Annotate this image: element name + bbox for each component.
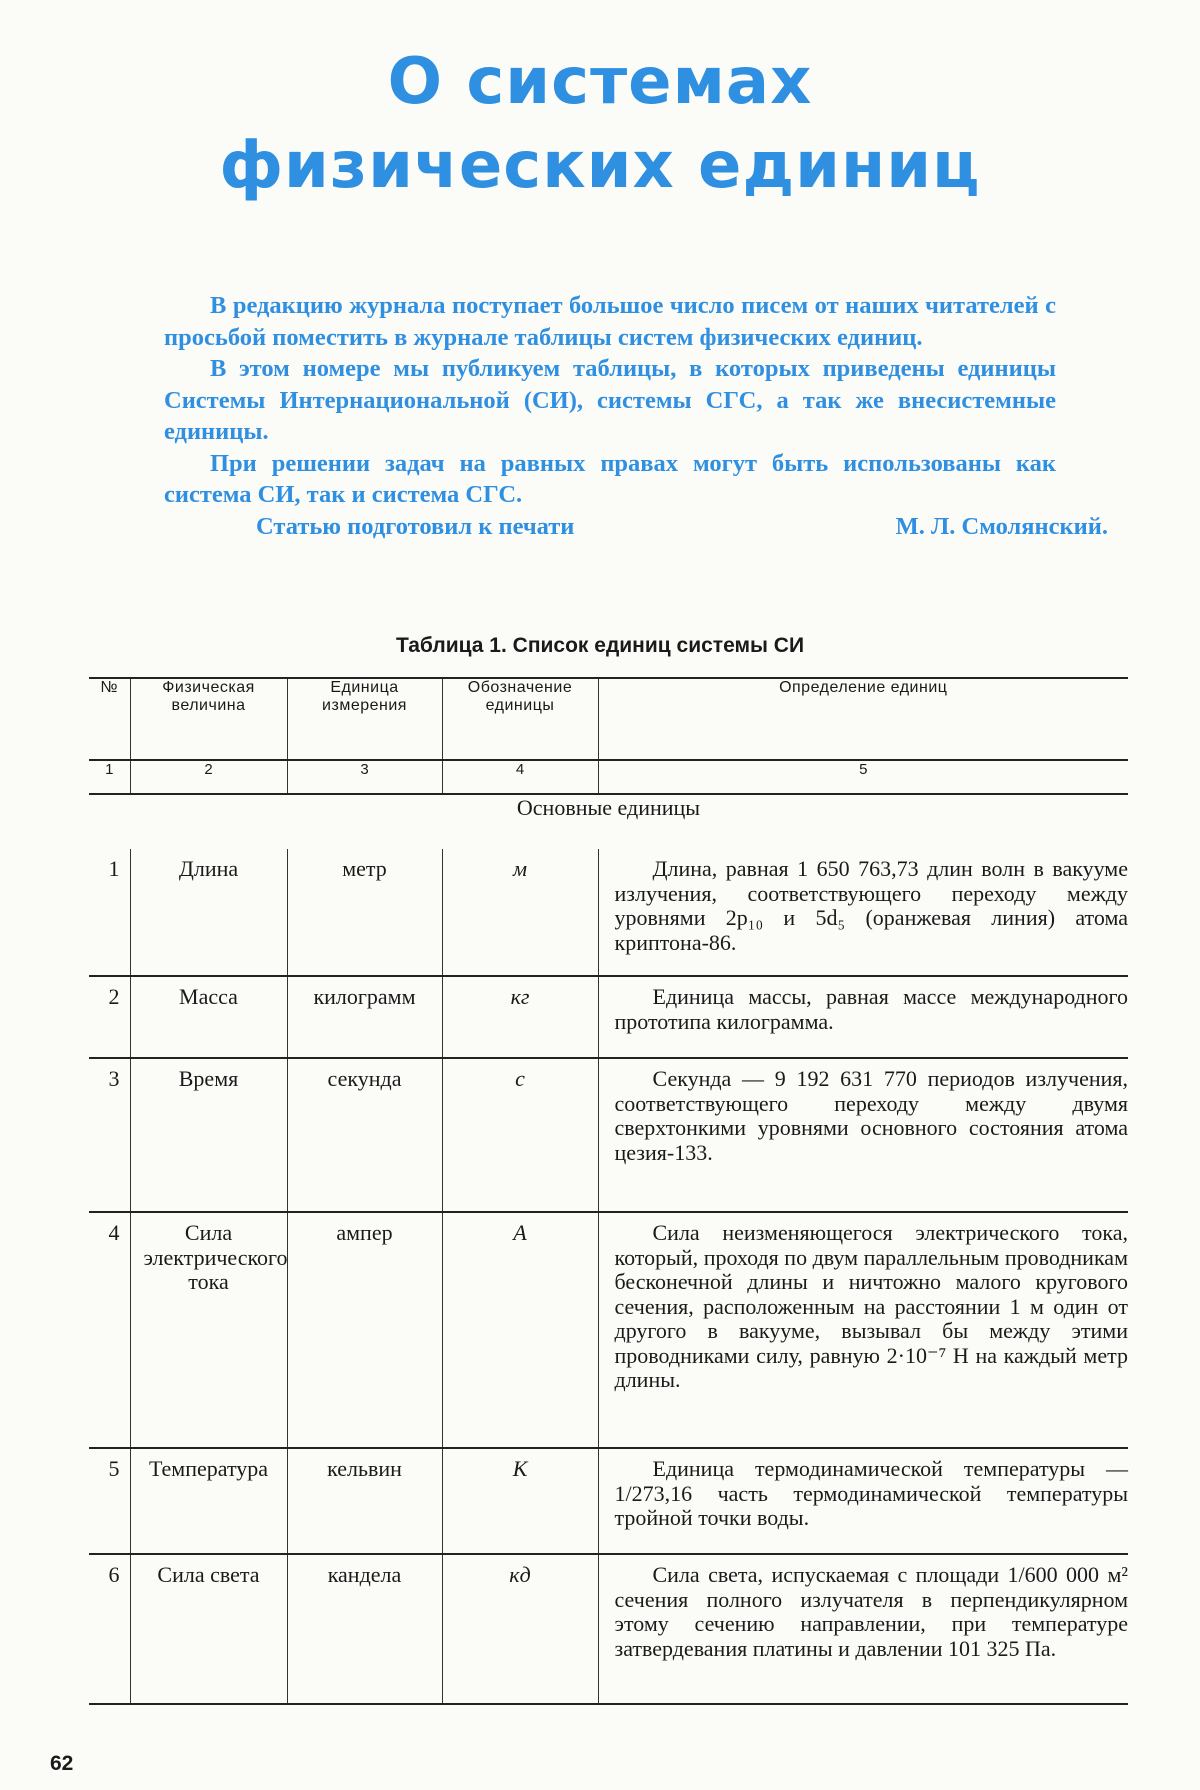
signature-line	[164, 511, 1108, 543]
header-definition: Определение единиц	[598, 678, 1128, 760]
signature-lead: Статью подготовил к печати	[256, 512, 575, 540]
intro-text	[164, 290, 1108, 542]
article-title	[0, 40, 1200, 208]
row-number: 2	[89, 976, 130, 1058]
row-definition: Единица массы, равная массе международного прототипа килограмма.	[598, 976, 1128, 1058]
column-number: 1	[89, 760, 130, 794]
row-number: 4	[89, 1212, 130, 1448]
intro-paragraph-3: При решении задач на равных правах могут быть использованы как система СИ, так и система СГС.	[164, 449, 1056, 508]
title-line-1: О системах	[387, 45, 813, 119]
row-symbol: А	[442, 1212, 598, 1448]
table-row	[89, 1448, 1128, 1554]
table-caption: Таблица 1. Список единиц системы СИ	[395, 634, 805, 657]
row-definition: Сила неизменяющегося электрического тока, который, проходя по двум параллельным проводникам бесконечной длины и ничтожно малого кругового сечения, расположенным на расстоянии 1 м один от другого в вакууме, вызывал бы между этими проводниками силу, равную 2·10⁻⁷ Н на каждый метр длины.	[598, 1212, 1128, 1448]
header-number: №	[89, 678, 130, 760]
row-unit: секунда	[287, 1058, 442, 1212]
header-quantity: Физическая величина	[130, 678, 287, 760]
row-unit: кельвин	[287, 1448, 442, 1554]
table-row	[89, 1058, 1128, 1212]
column-number-row	[89, 760, 1128, 794]
table-row	[89, 976, 1128, 1058]
row-symbol: м	[442, 849, 598, 976]
page-number: 62	[50, 1752, 74, 1775]
row-quantity: Сила света	[130, 1554, 287, 1704]
row-number: 1	[89, 849, 130, 976]
row-definition: Сила света, испускаемая с площади 1/600 000 м² сечения полного излучателя в перпендикулярном этому сечению направлении, при температуре затвердевания платины и давлении 101 325 Па.	[598, 1554, 1128, 1704]
row-unit: кандела	[287, 1554, 442, 1704]
table-header-row	[89, 678, 1128, 760]
row-symbol: кд	[442, 1554, 598, 1704]
si-units-table	[89, 677, 1128, 1705]
row-number: 3	[89, 1058, 130, 1212]
row-definition: Секунда — 9 192 631 770 периодов излучения, соответствующего переходу между двумя сверхтонкими уровнями основного состояния атома цезия-133.	[598, 1058, 1128, 1212]
row-unit: ампер	[287, 1212, 442, 1448]
column-number: 3	[287, 760, 442, 794]
row-unit: килограмм	[287, 976, 442, 1058]
row-quantity: Сила электрического тока	[130, 1212, 287, 1448]
column-number: 4	[442, 760, 598, 794]
column-number: 2	[130, 760, 287, 794]
table-row	[89, 1212, 1128, 1448]
row-definition: Длина, равная 1 650 763,73 длин волн в вакууме излучения, соответствующего переходу между уровнями 2p₁₀ и 5d₅ (оранжевая линия) атома криптона-86.	[598, 849, 1128, 976]
header-unit: Единица измерения	[287, 678, 442, 760]
row-quantity: Температура	[130, 1448, 287, 1554]
row-number: 5	[89, 1448, 130, 1554]
header-symbol: Обозначение единицы	[442, 678, 598, 760]
row-quantity: Длина	[130, 849, 287, 976]
row-symbol: кг	[442, 976, 598, 1058]
row-definition: Единица термодинамической температуры — 1/273,16 часть термодинамической температуры тройной точки воды.	[598, 1448, 1128, 1554]
row-symbol: К	[442, 1448, 598, 1554]
column-number: 5	[598, 760, 1128, 794]
row-number: 6	[89, 1554, 130, 1704]
title-line-2: физических единиц	[219, 129, 981, 203]
intro-paragraph-1: В редакцию журнала поступает большое число писем от наших читателей с просьбой поместить в журнале таблицы систем физических единиц.	[164, 292, 1056, 351]
intro-paragraph-2: В этом номере мы публикуем таблицы, в которых приведены единицы Системы Интернациональной (СИ), системы СГС, а так же внесистемные единицы.	[164, 355, 1056, 445]
row-unit: метр	[287, 849, 442, 976]
table-row	[89, 1554, 1128, 1704]
row-quantity: Время	[130, 1058, 287, 1212]
section-row	[89, 794, 1128, 849]
table-row	[89, 849, 1128, 976]
row-symbol: с	[442, 1058, 598, 1212]
row-quantity: Масса	[130, 976, 287, 1058]
section-title: Основные единицы	[516, 795, 701, 820]
author-name: М. Л. Смолянский.	[895, 512, 1108, 540]
